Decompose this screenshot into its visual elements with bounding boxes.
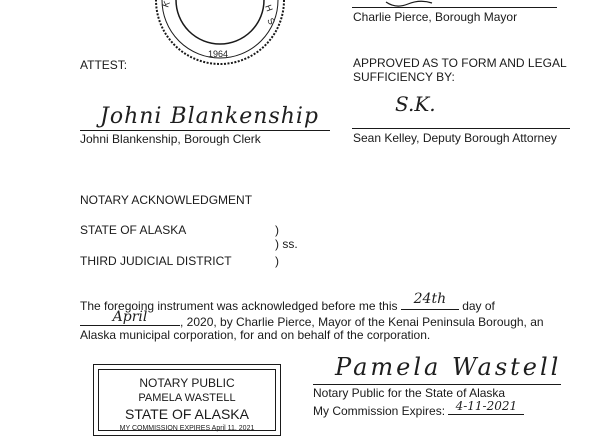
attorney-signature-line [352, 128, 570, 129]
notary-expires-line [313, 399, 524, 418]
seal-year: 1964 [208, 49, 229, 59]
ack-part3: , 2020, by Charlie Pierce, Mayor of the Kenai Peninsula Borough, an [180, 315, 544, 329]
clerk-signature-line [80, 130, 330, 131]
venue-district: THIRD JUDICIAL DISTRICT [80, 254, 232, 268]
stamp-state: STATE OF ALASKA [125, 406, 249, 422]
ack-part1: The foregoing instrument was acknowledged before me this [80, 299, 398, 313]
ack-month-blank [80, 309, 180, 326]
clerk-signature: Johni Blankenship [100, 104, 320, 129]
attorney-signature: S.K. [395, 92, 436, 116]
notary-title: Notary Public for the State of Alaska [313, 386, 506, 400]
venue-paren-top: ) [275, 223, 279, 237]
mayor-signature [380, 0, 450, 10]
clerk-name-title: Johni Blankenship, Borough Clerk [80, 132, 261, 146]
mayor-signature-line [352, 7, 557, 8]
stamp-title: NOTARY PUBLIC [139, 376, 235, 390]
svg-text:S: S [265, 16, 277, 27]
ack-line3: Alaska municipal corporation, for and on behalf of the corporation. [80, 328, 431, 342]
svg-text:H: H [263, 3, 275, 13]
svg-text:K: K [160, 0, 172, 9]
venue-paren-bottom: ) [275, 254, 279, 268]
approved-heading-line2: SUFFICIENCY BY: [353, 70, 455, 84]
stamp-name: PAMELA WASTELL [138, 392, 236, 404]
attest-label: ATTEST: [80, 58, 128, 72]
notary-signature-line [313, 384, 561, 385]
venue-ss: ) ss. [275, 237, 298, 251]
ack-part2: day of [462, 299, 495, 313]
borough-seal [150, 0, 290, 66]
notary-signature: Pamela Wastell [335, 353, 562, 381]
notary-stamp-inner [98, 369, 276, 431]
notary-expires-blank [448, 399, 524, 415]
mayor-name-title: Charlie Pierce, Borough Mayor [353, 10, 518, 24]
stamp-expires: MY COMMISSION EXPIRES April 11, 2021 [119, 425, 255, 432]
notary-heading: NOTARY ACKNOWLEDGMENT [80, 193, 253, 207]
attorney-name-title: Sean Kelley, Deputy Borough Attorney [353, 131, 557, 145]
notary-expires-label: My Commission Expires: [313, 404, 446, 418]
notary-stamp [93, 364, 281, 436]
venue-state: STATE OF ALASKA [80, 223, 187, 237]
ack-month: April [112, 309, 148, 325]
ack-day: 24th [413, 291, 447, 307]
ack-line2 [80, 309, 544, 329]
ack-day-blank [401, 291, 459, 310]
notary-expires-value: 4-11-2021 [455, 399, 518, 413]
approved-heading-line1: APPROVED AS TO FORM AND LEGAL [353, 56, 567, 70]
